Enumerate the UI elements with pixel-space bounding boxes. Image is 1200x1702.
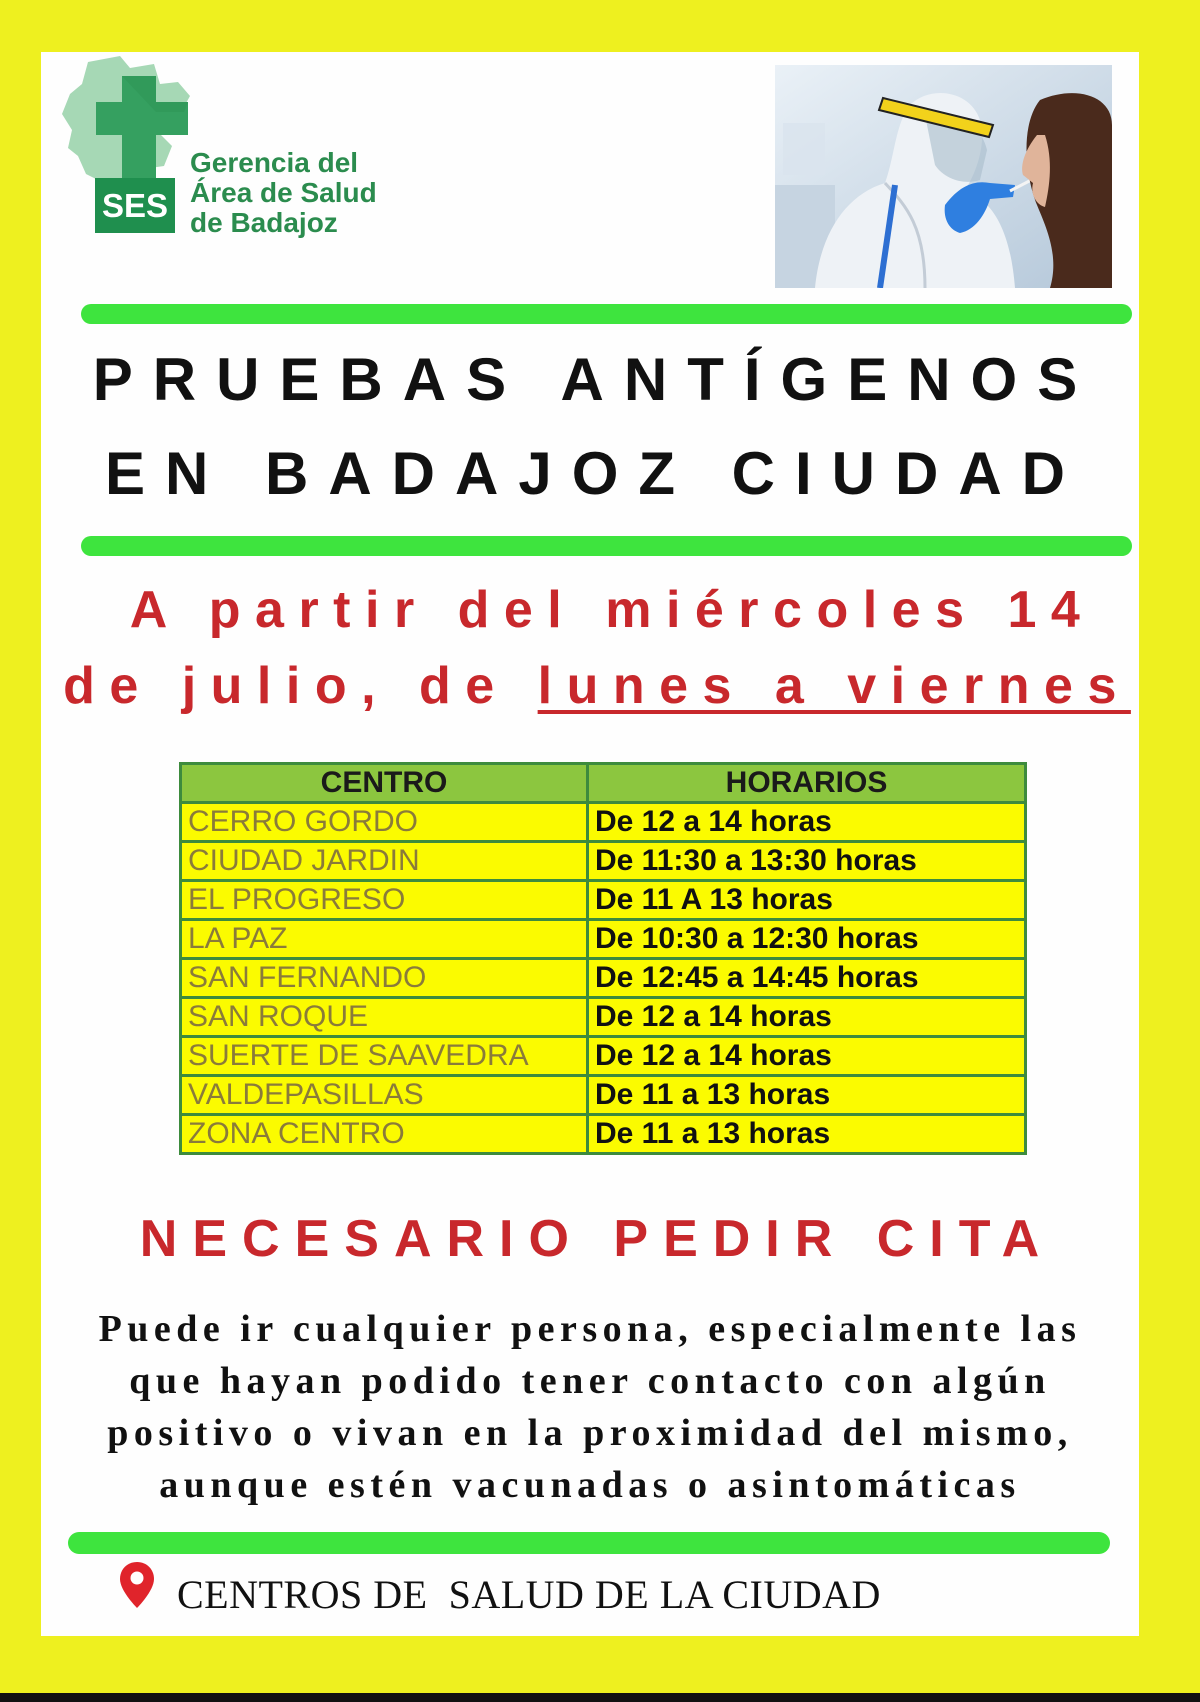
table-row xyxy=(181,959,1026,998)
table-row xyxy=(181,998,1026,1037)
ses-badge: SES xyxy=(95,178,175,233)
table-cell-centro: SAN FERNANDO xyxy=(181,959,588,998)
paragraph-line: Puede ir cualquier persona, especialmente las xyxy=(98,1308,1082,1350)
paragraph-line: aunque estén vacunadas o asintomáticas xyxy=(159,1464,1021,1506)
logo-line: Gerencia del xyxy=(190,147,359,178)
location-pin-shape xyxy=(118,1560,156,1610)
table-cell-centro: SUERTE DE SAAVEDRA xyxy=(181,1037,588,1076)
title-line-2: EN BADAJOZ CIUDAD xyxy=(104,440,1086,507)
subtitle-weekdays: lunes a viernes xyxy=(537,657,1131,715)
table-cell-horario: De 11:30 a 13:30 horas xyxy=(588,842,1026,881)
table-cell-centro: ZONA CENTRO xyxy=(181,1115,588,1154)
table-cell-horario: De 12 a 14 horas xyxy=(588,1037,1026,1076)
table-row xyxy=(181,1037,1026,1076)
table-cell-horario: De 12:45 a 14:45 horas xyxy=(588,959,1026,998)
table-body xyxy=(181,803,1026,1154)
subtitle-prefix: de julio, de xyxy=(63,657,538,715)
table-row xyxy=(181,1115,1026,1154)
table-head xyxy=(181,764,1026,803)
logo-line: de Badajoz xyxy=(190,207,338,238)
photo-illustration xyxy=(775,65,1112,288)
table-row xyxy=(181,803,1026,842)
schedule-table xyxy=(179,762,1027,1155)
table-row xyxy=(181,920,1026,959)
subtitle-line-1: A partir del miércoles 14 xyxy=(129,581,1095,639)
title-line-1: PRUEBAS ANTÍGENOS xyxy=(92,346,1098,413)
table-header-horarios: HORARIOS xyxy=(588,764,1026,803)
table-cell-horario: De 11 A 13 horas xyxy=(588,881,1026,920)
subtitle-line-2 xyxy=(41,654,1139,718)
paragraph-line: que hayan podido tener contacto con algún xyxy=(129,1360,1051,1402)
table-cell-centro: CERRO GORDO xyxy=(181,803,588,842)
table-cell-horario: De 10:30 a 12:30 horas xyxy=(588,920,1026,959)
green-divider xyxy=(81,304,1132,324)
table-header-row xyxy=(181,764,1026,803)
table-cell-horario: De 11 a 13 horas xyxy=(588,1076,1026,1115)
table-cell-horario: De 12 a 14 horas xyxy=(588,998,1026,1037)
table-cell-centro: EL PROGRESO xyxy=(181,881,588,920)
table-row xyxy=(181,842,1026,881)
logo-line: Área de Salud xyxy=(190,177,377,208)
table-row xyxy=(181,1076,1026,1115)
table-header-centro: CENTRO xyxy=(181,764,588,803)
appointment-notice: NECESARIO PEDIR CITA xyxy=(139,1210,1055,1268)
green-divider xyxy=(81,536,1132,556)
location-pin-icon xyxy=(118,1560,156,1610)
table-cell-centro: SAN ROQUE xyxy=(181,998,588,1037)
header-photo xyxy=(775,65,1112,288)
footer-location-text: CENTROS DE SALUD DE LA CIUDAD xyxy=(177,1572,881,1617)
table-cell-centro: VALDEPASILLAS xyxy=(181,1076,588,1115)
table-cell-centro: LA PAZ xyxy=(181,920,588,959)
info-paragraph xyxy=(41,1303,1139,1511)
table-cell-horario: De 11 a 13 horas xyxy=(588,1115,1026,1154)
bottom-strip xyxy=(0,1693,1200,1702)
table-cell-centro: CIUDAD JARDIN xyxy=(181,842,588,881)
green-divider xyxy=(68,1532,1110,1554)
logo-text xyxy=(190,148,377,238)
paragraph-line: positivo o vivan en la proximidad del mismo, xyxy=(107,1412,1073,1454)
table-row xyxy=(181,881,1026,920)
table-cell-horario: De 12 a 14 horas xyxy=(588,803,1026,842)
